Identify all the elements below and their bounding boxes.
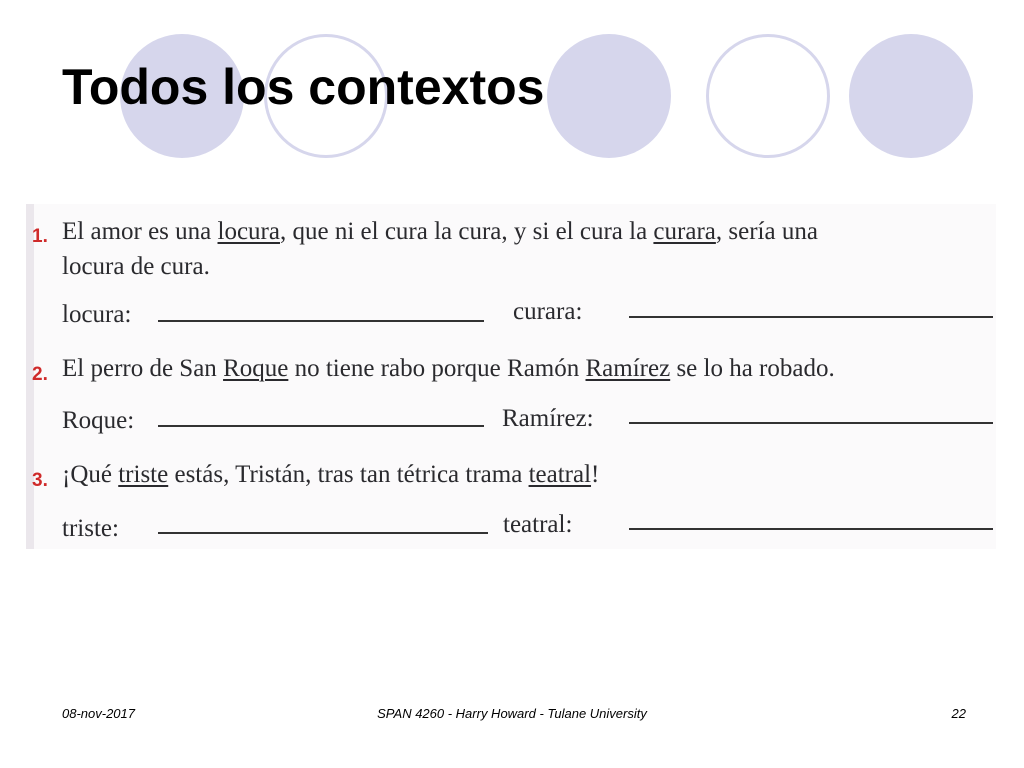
decorative-circle-filled bbox=[849, 34, 973, 158]
sentence-line bbox=[62, 462, 599, 487]
answer-blank[interactable] bbox=[158, 425, 484, 427]
sentence-line bbox=[62, 219, 818, 244]
worksheet-scan bbox=[26, 204, 996, 549]
sentence-fragment: El perro de San bbox=[62, 355, 224, 382]
target-word: triste bbox=[118, 461, 169, 488]
item-number: 1. bbox=[32, 226, 48, 247]
target-word: Ramírez bbox=[585, 355, 671, 382]
sentence-line bbox=[62, 356, 835, 381]
answer-label: teatral: bbox=[503, 511, 573, 538]
answer-blank[interactable] bbox=[158, 320, 484, 322]
answer-label: Roque: bbox=[62, 407, 135, 434]
answer-blank[interactable] bbox=[629, 422, 993, 424]
sentence-fragment: estás, Tristán, tras tan tétrica trama bbox=[168, 461, 529, 488]
sentence-fragment: , sería una bbox=[715, 218, 818, 245]
footer-date: 08-nov-2017 bbox=[62, 706, 135, 721]
target-word: teatral bbox=[528, 461, 592, 488]
target-word: curara bbox=[653, 218, 716, 245]
sentence-fragment: El amor es una bbox=[62, 218, 218, 245]
slide-title: Todos los contextos bbox=[62, 59, 545, 115]
answer-label: locura: bbox=[62, 301, 132, 328]
sentence-fragment: ¡Qué bbox=[62, 461, 119, 488]
answer-label: Ramírez: bbox=[502, 405, 594, 432]
sentence-line bbox=[62, 254, 210, 279]
sentence-fragment: ! bbox=[591, 461, 600, 488]
target-word: locura bbox=[217, 218, 280, 245]
decorative-circle-filled bbox=[547, 34, 671, 158]
sentence-fragment: locura de cura. bbox=[62, 253, 210, 280]
slide-number: 22 bbox=[951, 706, 966, 721]
item-number: 2. bbox=[32, 364, 48, 385]
answer-label: triste: bbox=[62, 515, 119, 542]
target-word: Roque bbox=[223, 355, 289, 382]
decorative-circle-ring bbox=[706, 34, 830, 158]
item-number: 3. bbox=[32, 470, 48, 491]
answer-label: curara: bbox=[513, 298, 583, 325]
sentence-fragment: no tiene rabo porque Ramón bbox=[288, 355, 586, 382]
sentence-fragment: , que ni el cura la cura, y si el cura la bbox=[279, 218, 654, 245]
answer-blank[interactable] bbox=[158, 532, 488, 534]
answer-blank[interactable] bbox=[629, 316, 993, 318]
sentence-fragment: se lo ha robado. bbox=[670, 355, 835, 382]
answer-blank[interactable] bbox=[629, 528, 993, 530]
footer-course: SPAN 4260 - Harry Howard - Tulane University bbox=[377, 706, 647, 721]
